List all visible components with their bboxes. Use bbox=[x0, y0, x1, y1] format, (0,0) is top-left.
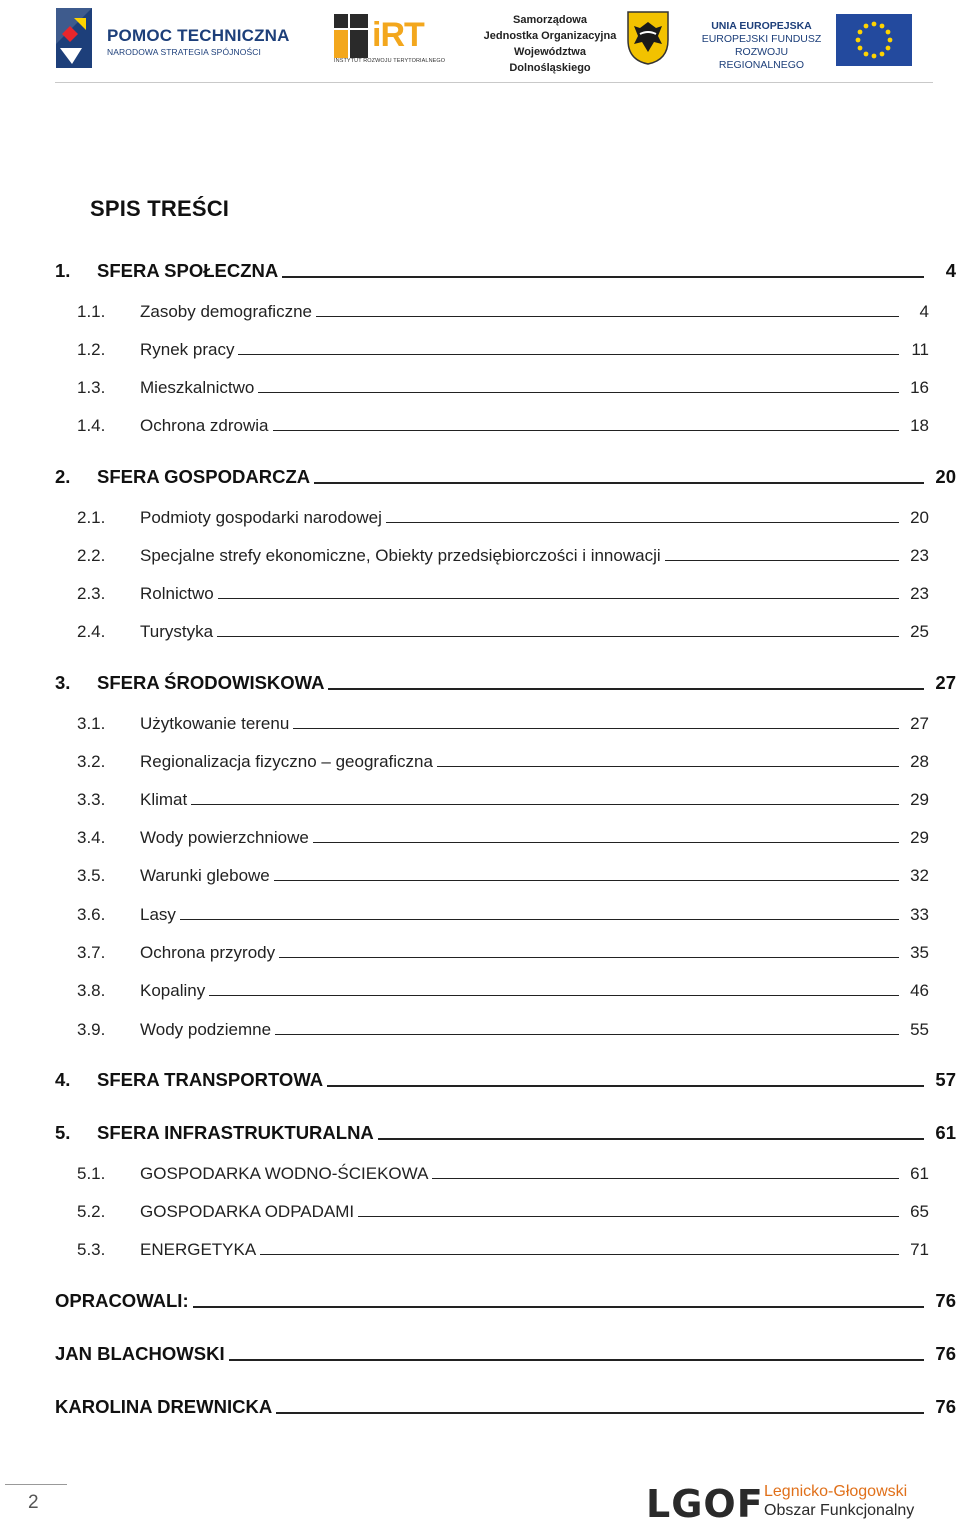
toc-entry-label: Ochrona zdrowia bbox=[140, 416, 269, 435]
toc-leader-line bbox=[327, 1085, 924, 1087]
toc-entry-label: SFERA TRANSPORTOWA bbox=[97, 1069, 324, 1090]
toc-entry-page: 20 bbox=[935, 466, 956, 487]
toc-leader-line bbox=[313, 842, 899, 843]
sjo-text bbox=[480, 12, 620, 76]
toc-leader-line bbox=[258, 392, 899, 393]
toc-entry-number: 2.2. bbox=[77, 546, 106, 565]
sjo-logo bbox=[480, 8, 675, 74]
toc-entry-page: 76 bbox=[935, 1396, 956, 1417]
toc-entry[interactable] bbox=[0, 616, 960, 642]
toc-entry-page: 65 bbox=[910, 1202, 929, 1221]
toc-entry-label: Podmioty gospodarki narodowej bbox=[140, 508, 382, 527]
toc-entry-number: 4. bbox=[55, 1069, 71, 1090]
toc-entry[interactable] bbox=[0, 372, 960, 398]
toc-leader-line bbox=[386, 522, 899, 523]
lgof-logo bbox=[646, 1480, 936, 1524]
toc-entry-label: ENERGETYKA bbox=[140, 1240, 257, 1259]
toc-entry-label: Kopaliny bbox=[140, 981, 206, 1000]
ue-line2: EUROPEJSKI FUNDUSZ bbox=[701, 33, 822, 45]
ue-line3: ROZWOJU REGIONALNEGO bbox=[718, 46, 805, 71]
toc-entry-page: 76 bbox=[935, 1290, 956, 1311]
pomoc-techniczna-logo bbox=[52, 4, 292, 72]
toc-entry-number: 2.1. bbox=[77, 508, 106, 527]
toc-entry-page: 18 bbox=[910, 416, 929, 435]
header-divider bbox=[55, 82, 933, 83]
toc-entry-label: GOSPODARKA WODNO-ŚCIEKOWA bbox=[140, 1164, 429, 1183]
toc-entry[interactable] bbox=[0, 578, 960, 604]
toc-entry-page: 61 bbox=[910, 1164, 929, 1183]
toc-entry[interactable] bbox=[0, 860, 960, 886]
toc-entry[interactable] bbox=[0, 410, 960, 436]
toc-entry[interactable] bbox=[0, 462, 960, 488]
irt-mark-icon bbox=[334, 14, 370, 60]
toc-leader-line bbox=[191, 804, 899, 805]
toc-entry-page: 20 bbox=[910, 508, 929, 527]
pomoc-techniczna-title: POMOC TECHNICZNA bbox=[107, 26, 290, 45]
toc-leader-line bbox=[358, 1216, 899, 1217]
toc-entry-number: 1. bbox=[55, 260, 71, 281]
toc-entry-label: Warunki glebowe bbox=[140, 866, 270, 885]
toc-entry[interactable] bbox=[0, 784, 960, 810]
toc-entry[interactable] bbox=[0, 937, 960, 963]
toc-entry-page: 25 bbox=[910, 622, 929, 641]
toc-entry-number: 3.1. bbox=[77, 714, 106, 733]
toc-entry-page: 76 bbox=[935, 1343, 956, 1364]
toc-entry-label: Wody podziemne bbox=[140, 1020, 272, 1039]
toc-entry-number: 1.2. bbox=[77, 340, 106, 359]
lgof-line1: Legnicko-Głogowski bbox=[764, 1483, 908, 1500]
page-header bbox=[0, 0, 960, 90]
toc-leader-line bbox=[217, 636, 899, 637]
sjo-line2: Jednostka Organizacyjna bbox=[483, 30, 617, 42]
toc-entry-page: 4 bbox=[945, 260, 956, 281]
toc-entry[interactable] bbox=[0, 708, 960, 734]
toc-entry-page: 23 bbox=[910, 546, 929, 565]
toc-entry-number: 1.1. bbox=[77, 302, 106, 321]
toc-leader-line bbox=[314, 482, 924, 484]
toc-entry[interactable] bbox=[0, 334, 960, 360]
toc-entry-label: Lasy bbox=[140, 905, 176, 924]
coat-of-arms-icon bbox=[626, 10, 670, 66]
lgof-text bbox=[764, 1482, 914, 1520]
toc-leader-line bbox=[293, 728, 899, 729]
toc-entry[interactable] bbox=[0, 1392, 960, 1418]
toc-entry-page: 46 bbox=[910, 981, 929, 1000]
toc-entry-page: 71 bbox=[910, 1240, 929, 1259]
toc-entry-label: Mieszkalnictwo bbox=[140, 378, 255, 397]
toc-entry[interactable] bbox=[0, 975, 960, 1001]
eu-stars-icon bbox=[836, 14, 912, 66]
toc-entry-page: 32 bbox=[910, 866, 929, 885]
toc-entry-label: Turystyka bbox=[140, 622, 214, 641]
toc-entry[interactable] bbox=[0, 1196, 960, 1222]
toc-entry-page: 27 bbox=[935, 672, 956, 693]
toc-entry-number: 5. bbox=[55, 1122, 71, 1143]
toc-leader-line bbox=[209, 995, 899, 996]
toc-entry[interactable] bbox=[0, 1065, 960, 1091]
ue-logo bbox=[694, 12, 916, 71]
toc-entry-page: 23 bbox=[910, 584, 929, 603]
toc-entry-number: 3.8. bbox=[77, 981, 106, 1000]
toc-leader-line bbox=[665, 560, 899, 561]
pomoc-techniczna-flag-icon bbox=[52, 4, 102, 72]
toc-leader-line bbox=[273, 430, 899, 431]
toc-entry-page: 4 bbox=[919, 302, 929, 321]
toc-leader-line bbox=[328, 688, 924, 690]
toc-entry-page: 28 bbox=[910, 752, 929, 771]
toc-entry-label: SFERA GOSPODARCZA bbox=[97, 466, 311, 487]
toc-entry-number: 1.4. bbox=[77, 416, 106, 435]
toc-entry-page: 55 bbox=[910, 1020, 929, 1039]
toc-entry-number: 3.6. bbox=[77, 905, 106, 924]
sjo-line1: Samorządowa bbox=[513, 14, 587, 26]
toc-entry-label: Wody powierzchniowe bbox=[140, 828, 309, 847]
toc-entry[interactable] bbox=[0, 502, 960, 528]
toc-entry-page: 57 bbox=[935, 1069, 956, 1090]
toc-entry-number: 3.5. bbox=[77, 866, 106, 885]
toc-leader-line bbox=[378, 1138, 924, 1140]
toc-entry-page: 29 bbox=[910, 828, 929, 847]
toc-title: SPIS TREŚCI bbox=[90, 196, 230, 221]
toc-entry-label: SFERA INFRASTRUKTURALNA bbox=[97, 1122, 374, 1143]
toc-entry-number: 2.4. bbox=[77, 622, 106, 641]
toc-entry-label: Rynek pracy bbox=[140, 340, 235, 359]
irt-logo bbox=[334, 10, 446, 68]
toc-leader-line bbox=[275, 1034, 899, 1035]
toc-leader-line bbox=[316, 316, 899, 317]
toc-entry-number: 3.7. bbox=[77, 943, 106, 962]
toc-entry-number: 3. bbox=[55, 672, 71, 693]
toc-leader-line bbox=[274, 880, 899, 881]
toc-entry-page: 11 bbox=[911, 340, 929, 359]
toc-entry-label: Regionalizacja fizyczno – geograficzna bbox=[140, 752, 433, 771]
toc-entry-label: Użytkowanie terenu bbox=[140, 714, 290, 733]
toc-entry[interactable] bbox=[0, 1234, 960, 1260]
toc-entry-number: 5.2. bbox=[77, 1202, 106, 1221]
toc-entry-number: 5.1. bbox=[77, 1164, 106, 1183]
toc-entry-number: 3.9. bbox=[77, 1020, 106, 1039]
toc-entry-page: 29 bbox=[910, 790, 929, 809]
toc-entry-label: SFERA SPOŁECZNA bbox=[97, 260, 279, 281]
toc-leader-line bbox=[437, 766, 899, 767]
toc-entry-number: 3.3. bbox=[77, 790, 106, 809]
toc-entry-number: 1.3. bbox=[77, 378, 106, 397]
toc-entry-label: OPRACOWALI: bbox=[55, 1290, 189, 1311]
toc-leader-line bbox=[238, 354, 899, 355]
toc-leader-line bbox=[276, 1412, 924, 1414]
toc-entry-number: 2. bbox=[55, 466, 71, 487]
toc-entry-label: JAN BLACHOWSKI bbox=[55, 1343, 225, 1364]
toc-entry-label: Ochrona przyrody bbox=[140, 943, 276, 962]
toc-leader-line bbox=[229, 1359, 924, 1361]
toc-entry-page: 35 bbox=[910, 943, 929, 962]
lgof-line2: Obszar Funkcjonalny bbox=[764, 1502, 915, 1519]
toc-entry-page: 33 bbox=[910, 905, 929, 924]
toc-entry-number: 3.2. bbox=[77, 752, 106, 771]
toc-leader-line bbox=[180, 919, 899, 920]
toc-entry[interactable] bbox=[0, 1158, 960, 1184]
toc-entry-label: Klimat bbox=[140, 790, 188, 809]
toc-leader-line bbox=[218, 598, 899, 599]
ue-line1: UNIA EUROPEJSKA bbox=[711, 20, 812, 32]
ue-text bbox=[694, 20, 829, 72]
toc-entry[interactable] bbox=[0, 899, 960, 925]
toc-entry[interactable] bbox=[0, 668, 960, 694]
toc-entry-page: 61 bbox=[935, 1122, 956, 1143]
toc-leader-line bbox=[282, 276, 924, 278]
pomoc-techniczna-subtitle: NARODOWA STRATEGIA SPÓJNOŚCI bbox=[107, 47, 261, 57]
toc-leader-line bbox=[279, 957, 899, 958]
toc-entry-label: Zasoby demograficzne bbox=[140, 302, 312, 321]
irt-wordmark: iRT bbox=[372, 16, 424, 54]
toc-entry-page: 16 bbox=[910, 378, 929, 397]
toc-entry-label: Specjalne strefy ekonomiczne, Obiekty przedsiębiorczości i innowacji bbox=[140, 546, 661, 565]
toc-entry-page: 27 bbox=[910, 714, 929, 733]
page-number: 2 bbox=[28, 1492, 39, 1513]
toc-leader-line bbox=[260, 1254, 899, 1255]
toc-entry-number: 5.3. bbox=[77, 1240, 106, 1259]
toc-entry-label: Rolnictwo bbox=[140, 584, 214, 603]
toc-entry-label: GOSPODARKA ODPADAMI bbox=[140, 1202, 355, 1221]
lgof-mark: LGOF bbox=[646, 1482, 764, 1526]
toc-entry[interactable] bbox=[0, 1339, 960, 1365]
toc-leader-line bbox=[193, 1306, 924, 1308]
footer-divider bbox=[5, 1484, 67, 1485]
toc-entry-number: 3.4. bbox=[77, 828, 106, 847]
irt-subtitle: INSTYTUT ROZWOJU TERYTORIALNEGO bbox=[334, 58, 446, 64]
eu-flag-icon bbox=[836, 14, 912, 66]
toc-entry[interactable] bbox=[0, 1286, 960, 1312]
toc-entry[interactable] bbox=[0, 1118, 960, 1144]
toc-entry[interactable] bbox=[0, 256, 960, 282]
toc-entry[interactable] bbox=[0, 540, 960, 566]
toc-entry-label: KAROLINA DREWNICKA bbox=[55, 1396, 273, 1417]
toc-entry[interactable] bbox=[0, 746, 960, 772]
toc-entry[interactable] bbox=[0, 1014, 960, 1040]
toc-leader-line bbox=[432, 1178, 899, 1179]
sjo-line3: Województwa Dolnośląskiego bbox=[509, 46, 591, 74]
toc-entry-label: SFERA ŚRODOWISKOWA bbox=[97, 672, 325, 693]
toc-entry[interactable] bbox=[0, 296, 960, 322]
toc-entry-number: 2.3. bbox=[77, 584, 106, 603]
toc-entry[interactable] bbox=[0, 822, 960, 848]
